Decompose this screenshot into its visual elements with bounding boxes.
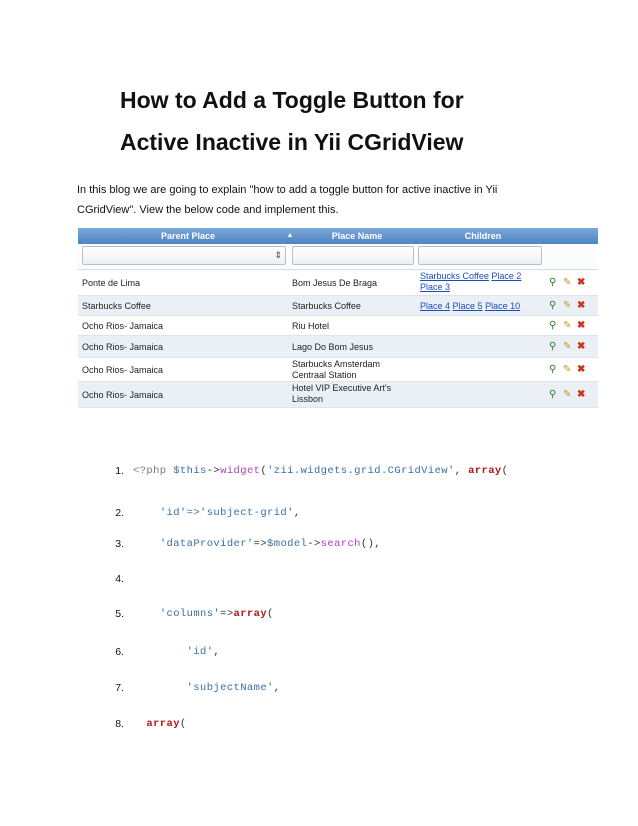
title-line-2: Active Inactive in Yii CGridView <box>120 129 464 155</box>
line-number: 8. <box>115 718 124 730</box>
child-place-link[interactable]: Place 3 <box>420 282 451 292</box>
child-place-link[interactable]: Place 2 <box>491 271 522 281</box>
code-line <box>0 682 638 702</box>
view-icon[interactable]: ⚲ <box>549 364 557 375</box>
row-actions <box>549 342 587 352</box>
header-place-name[interactable]: Place Name <box>331 231 383 241</box>
row-actions <box>549 301 587 311</box>
child-place-link[interactable]: Place 4 <box>420 301 451 311</box>
edit-icon[interactable]: ✎ <box>563 389 572 400</box>
table-row <box>78 358 598 382</box>
edit-icon[interactable]: ✎ <box>563 300 572 311</box>
place-name-filter-input[interactable] <box>292 246 414 265</box>
line-number: 6. <box>115 646 124 658</box>
delete-icon[interactable]: ✖ <box>577 320 586 331</box>
edit-icon[interactable]: ✎ <box>563 341 572 352</box>
grid-header <box>78 228 598 244</box>
sort-asc-icon: ▲ <box>286 232 294 239</box>
children-filter-input[interactable] <box>418 246 542 265</box>
line-number: 3. <box>115 538 124 550</box>
child-place-link[interactable]: Place 5 <box>452 301 483 311</box>
grid-screenshot <box>78 228 598 408</box>
code-text: 'id'=>'subject-grid', <box>159 507 301 519</box>
delete-icon[interactable]: ✖ <box>577 364 586 375</box>
filter-row <box>78 244 598 270</box>
line-number: 7. <box>115 682 124 694</box>
cell-place-name: Starbucks Coffee <box>292 301 361 311</box>
table-row <box>78 316 598 336</box>
code-text: 'dataProvider'=>$model->search(), <box>159 538 381 550</box>
child-place-link[interactable]: Place 10 <box>485 301 521 311</box>
table-row <box>78 336 598 358</box>
view-icon[interactable]: ⚲ <box>549 389 557 400</box>
cell-place-name: Bom Jesus De Braga <box>292 278 378 288</box>
cell-children <box>420 301 520 312</box>
table-row <box>78 296 598 316</box>
title-line-1: How to Add a Toggle Button for <box>120 87 464 113</box>
cell-parent-place: Ponte de Lima <box>82 278 141 288</box>
code-text: 'columns'=>array( <box>159 608 274 620</box>
cell-parent-place: Ocho Rios- Jamaica <box>82 365 164 375</box>
code-line <box>0 507 638 527</box>
table-row <box>78 382 598 408</box>
parent-place-filter-select[interactable] <box>82 246 286 265</box>
line-number: 1. <box>115 465 124 477</box>
header-children: Children <box>464 231 502 241</box>
delete-icon[interactable]: ✖ <box>577 300 586 311</box>
cell-place-name: Riu Hotel <box>292 321 330 331</box>
row-actions <box>549 365 587 375</box>
row-actions <box>549 390 587 400</box>
cell-place-name: Starbucks Amsterdam Centraal Station <box>292 359 381 380</box>
table-row <box>78 270 598 296</box>
line-number: 4. <box>115 573 124 585</box>
cell-place-name: Lago Do Bom Jesus <box>292 342 374 352</box>
edit-icon[interactable]: ✎ <box>563 320 572 331</box>
header-parent-place[interactable]: Parent Place <box>160 231 216 241</box>
cell-children <box>420 271 521 293</box>
cell-parent-place: Starbucks Coffee <box>82 301 151 311</box>
delete-icon[interactable]: ✖ <box>577 389 586 400</box>
code-line <box>0 608 638 628</box>
row-actions <box>549 321 587 331</box>
code-line <box>0 465 638 485</box>
edit-icon[interactable]: ✎ <box>563 364 572 375</box>
view-icon[interactable]: ⚲ <box>549 300 557 311</box>
code-line <box>0 538 638 558</box>
view-icon[interactable]: ⚲ <box>549 341 557 352</box>
line-number: 2. <box>115 507 124 519</box>
cell-parent-place: Ocho Rios- Jamaica <box>82 342 164 352</box>
code-line <box>0 573 638 593</box>
intro-paragraph: In this blog we are going to explain "how to add a toggle button for active inactive in Yii CGridView". View the below code and implement this. <box>77 184 498 216</box>
code-text: array( <box>146 718 187 730</box>
code-text: 'id', <box>186 646 221 658</box>
code-text: 'subjectName', <box>186 682 281 694</box>
child-place-link[interactable]: Starbucks Coffee <box>420 271 489 281</box>
code-line <box>0 646 638 666</box>
cell-place-name: Hotel VIP Executive Art's Lissbon <box>292 383 392 404</box>
code-line <box>0 718 638 738</box>
line-number: 5. <box>115 608 124 620</box>
row-actions <box>549 278 587 288</box>
cell-parent-place: Ocho Rios- Jamaica <box>82 390 164 400</box>
delete-icon[interactable]: ✖ <box>577 341 586 352</box>
view-icon[interactable]: ⚲ <box>549 320 557 331</box>
delete-icon[interactable]: ✖ <box>577 277 586 288</box>
code-text: <?php $this->widget('zii.widgets.grid.CGridView', array( <box>133 465 509 477</box>
select-arrows-icon: ⇕ <box>274 250 282 260</box>
view-icon[interactable]: ⚲ <box>549 277 557 288</box>
cell-parent-place: Ocho Rios- Jamaica <box>82 321 164 331</box>
edit-icon[interactable]: ✎ <box>563 277 572 288</box>
